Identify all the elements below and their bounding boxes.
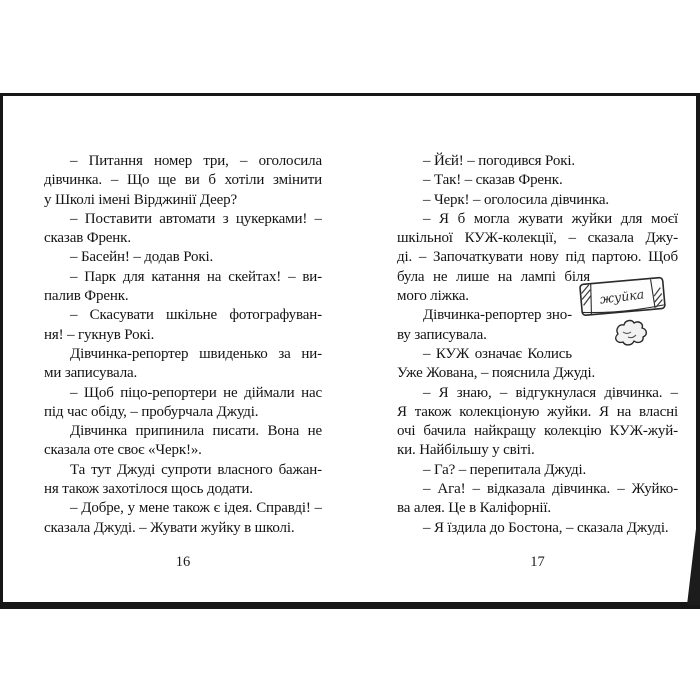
text-line: – Я їздила до Бостона, – сказала Джуді.: [423, 519, 669, 536]
text-line: – Так! – сказав Френк.: [423, 172, 563, 189]
text-line: – Я знаю, – відгукнулася дівчинка. –: [423, 384, 678, 401]
text-line: шкільної КУЖ-колекції, – сказала Джу-: [397, 230, 678, 247]
text-line: – Ага! – відказала дівчинка. – Жуйко-: [423, 481, 678, 498]
text-line: – Добре, у мене також є ідея. Справді! –: [70, 500, 322, 517]
text-line: – Питання номер три, – оголосила: [70, 153, 322, 169]
text-line: Дівчинка-репортер швиденько за ни-: [70, 345, 322, 362]
text-line: Та тут Джуді супроти власного бажан-: [70, 461, 322, 478]
text-line: була не лише на лампі біля: [397, 268, 590, 285]
text-line: – Парк для катання на скейтах! – ви-: [70, 268, 322, 285]
text-line: – Щоб піцо-репортери не діймали нас: [70, 384, 322, 401]
text-line: – Йєй! – погодився Рокі.: [423, 153, 575, 169]
text-line: під час обіду, – пробурчала Джуді.: [44, 403, 259, 420]
text-line: сказала Джуді. – Жувати жуйку в школі.: [44, 519, 295, 536]
gum-pack-illustration: [570, 272, 678, 356]
text-line: дівчинка. – Що ще ви б хотіли змінити: [44, 172, 322, 189]
text-line: ми записувала.: [44, 365, 138, 382]
frame-top-line: [0, 93, 700, 96]
text-line: очі бачила найкращу колекцію КУЖ-жуй-: [397, 423, 678, 440]
text-line: ву записувала.: [397, 326, 487, 343]
page-number-left: 16: [175, 554, 191, 570]
page-left-text: [44, 152, 322, 538]
gum-pack: [580, 277, 665, 315]
text-line: ді. – Започаткувати нову під партою. Щоб: [397, 249, 678, 266]
text-line: мого ліжка.: [397, 288, 469, 305]
text-line: – Черк! – оголосила дівчинка.: [423, 191, 609, 208]
text-line: ня! – гукнув Рокі.: [44, 326, 155, 343]
text-line: ки. Найбільшу у світі.: [397, 442, 535, 459]
text-line: Уже Жована, – пояснила Джуді.: [397, 365, 596, 382]
gum-pack-label: жуйка: [598, 286, 645, 307]
text-line: ня також захотілося щось додати.: [44, 481, 253, 498]
text-line: Дівчинка припинила писати. Вона не: [70, 423, 322, 440]
text-line: – Поставити автомати з цукерками! –: [70, 210, 322, 227]
text-line: Я також колекціоную жуйки. Я на власні: [397, 403, 678, 420]
frame-left-line: [0, 93, 3, 609]
text-line: Дівчинка-репортер зно-: [423, 307, 572, 324]
text-line: – Скасувати шкільне фотографуван-: [70, 307, 322, 324]
text-line: – Басейн! – додав Рокі.: [70, 249, 214, 266]
text-line: палив Френк.: [44, 288, 129, 305]
text-line: у Школі імені Вірджинії Деер?: [44, 191, 238, 208]
text-line: сказав Френк.: [44, 230, 131, 247]
frame-bottom-bar: [0, 602, 700, 609]
text-line: ва алея. Це в Каліфорнії.: [397, 500, 552, 517]
text-line: – КУЖ означає Колись: [423, 345, 572, 362]
text-line: сказала оте своє «Черк!».: [44, 442, 202, 459]
text-line: – Га? – перепитала Джуді.: [423, 461, 587, 478]
chewed-gum-blob: [616, 321, 647, 345]
page-number-right: 17: [530, 554, 545, 570]
text-line: – Я б могла жувати жуйки для моєї: [423, 210, 678, 227]
